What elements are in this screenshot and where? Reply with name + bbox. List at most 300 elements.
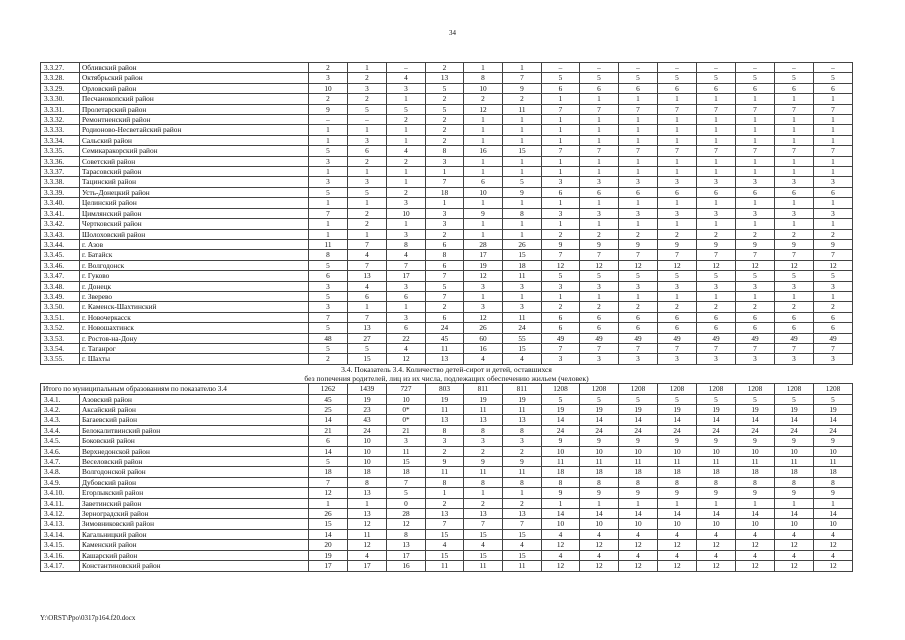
row-value: 2 (619, 302, 658, 312)
row-value: 11 (387, 446, 426, 456)
row-value: 3 (387, 436, 426, 446)
row-value: 1 (580, 125, 619, 135)
total-value: 1208 (736, 384, 775, 394)
row-value: 7 (542, 104, 580, 114)
row-value: 10 (814, 446, 853, 456)
row-value: 1 (580, 291, 619, 301)
row-code: 3.3.37. (41, 167, 80, 177)
row-value: 4 (619, 529, 658, 539)
row-value: 19 (503, 394, 542, 404)
row-value: 1 (464, 63, 503, 73)
row-value: 21 (309, 425, 348, 435)
row-value: 4 (503, 354, 542, 364)
row-value: 4 (775, 550, 814, 560)
row-value: 1 (814, 115, 853, 125)
row-value: 15 (387, 457, 426, 467)
row-value: 13 (348, 488, 387, 498)
section-title-line-2: без попечения родителей, лиц из их числа, подлежащих обеспечению жильем (человек) (304, 373, 589, 383)
row-value: 1 (542, 135, 580, 145)
row-code: 3.3.49. (41, 291, 80, 301)
row-value: 24 (542, 425, 580, 435)
row-value: 1 (580, 115, 619, 125)
row-value: 1 (464, 167, 503, 177)
row-value: 1 (503, 167, 542, 177)
row-value: 12 (542, 260, 580, 270)
row-value: 6 (658, 187, 697, 197)
row-name: Цимлянский район (80, 208, 309, 218)
row-value: 1 (697, 135, 736, 145)
row-value: 7 (348, 312, 387, 322)
row-value: 2 (426, 94, 464, 104)
row-value: 4 (658, 550, 697, 560)
row-value: 1 (775, 167, 814, 177)
row-value: 9 (503, 187, 542, 197)
row-value: 5 (736, 271, 775, 281)
row-value: 1 (697, 125, 736, 135)
row-value: 10 (348, 436, 387, 446)
row-value: 12 (736, 540, 775, 550)
row-name: Шолоховский район (80, 229, 309, 239)
row-value: 4 (775, 529, 814, 539)
row-value: 1 (658, 198, 697, 208)
row-value: 7 (736, 146, 775, 156)
row-value: 1 (426, 198, 464, 208)
table-row (41, 125, 853, 135)
row-value: 6 (814, 323, 853, 333)
row-code: 3.3.41. (41, 208, 80, 218)
row-value: 2 (348, 94, 387, 104)
row-value: 6 (309, 436, 348, 446)
row-value: 2 (426, 446, 464, 456)
row-value: 55 (503, 333, 542, 343)
row-value: 3 (619, 208, 658, 218)
row-value: 1 (814, 135, 853, 145)
row-code: 3.3.36. (41, 156, 80, 166)
row-value: 10 (619, 519, 658, 529)
table-row (41, 488, 853, 498)
row-value: 3 (426, 436, 464, 446)
row-value: 9 (426, 457, 464, 467)
row-code: 3.3.30. (41, 94, 80, 104)
row-value: 1 (503, 488, 542, 498)
row-value: 1 (348, 302, 387, 312)
row-value: 3 (503, 436, 542, 446)
row-value: 12 (348, 540, 387, 550)
row-value: 14 (619, 415, 658, 425)
row-value: 1 (697, 498, 736, 508)
row-value: 2 (697, 302, 736, 312)
row-value: 11 (503, 405, 542, 415)
row-value: 13 (464, 509, 503, 519)
row-code: 3.3.51. (41, 312, 80, 322)
row-value: 2 (503, 94, 542, 104)
row-value: 10 (697, 519, 736, 529)
row-value: 12 (464, 104, 503, 114)
footer-file-path: Y:\ORST\Ppo\0317p164.f20.docx (40, 614, 136, 622)
row-value: 11 (426, 467, 464, 477)
row-value: 12 (658, 260, 697, 270)
row-value: 6 (697, 312, 736, 322)
row-value: 3 (387, 198, 426, 208)
row-value: 14 (309, 446, 348, 456)
section-title-line-1: 3.4. Показатель 3.4. Количество детей-сирот и детей, оставшихся (341, 364, 552, 374)
row-value: 6 (736, 323, 775, 333)
row-value: 4 (348, 550, 387, 560)
row-value: 14 (814, 509, 853, 519)
row-value: 5 (775, 73, 814, 83)
row-value: 3 (542, 208, 580, 218)
row-value: 4 (348, 250, 387, 260)
row-value: 5 (697, 73, 736, 83)
row-name: г. Шахты (80, 354, 309, 364)
row-value: 3 (542, 281, 580, 291)
row-value: 1 (348, 63, 387, 73)
row-value: 18 (387, 467, 426, 477)
row-name: Аксайский район (80, 405, 309, 415)
row-value: 3 (658, 177, 697, 187)
row-value: 9 (775, 488, 814, 498)
row-name: г. Ростов-на-Дону (80, 333, 309, 343)
row-value: 7 (697, 146, 736, 156)
row-value: 1 (503, 63, 542, 73)
row-value: 2 (619, 229, 658, 239)
row-value: 49 (697, 333, 736, 343)
row-value: 1 (736, 135, 775, 145)
total-value: 1262 (309, 384, 348, 394)
row-value: 7 (387, 260, 426, 270)
row-value: 13 (426, 509, 464, 519)
row-value: 3 (814, 177, 853, 187)
row-value: 9 (658, 436, 697, 446)
row-value: 3 (426, 156, 464, 166)
row-value: 43 (348, 415, 387, 425)
row-value: 7 (348, 239, 387, 249)
row-value: 1 (348, 198, 387, 208)
row-value: 7 (775, 250, 814, 260)
row-value: 8 (464, 477, 503, 487)
row-value: 7 (542, 146, 580, 156)
table-row (41, 281, 853, 291)
row-value: 19 (542, 405, 580, 415)
row-value: 1 (736, 219, 775, 229)
row-value: 12 (658, 561, 697, 571)
row-value: 14 (542, 415, 580, 425)
row-value: 5 (814, 271, 853, 281)
row-value: 2 (736, 229, 775, 239)
row-value: 12 (658, 540, 697, 550)
row-value: 5 (309, 187, 348, 197)
row-value: 7 (814, 343, 853, 353)
row-value: 2 (775, 229, 814, 239)
row-value: 9 (775, 239, 814, 249)
row-value: 11 (464, 561, 503, 571)
row-value: 6 (736, 187, 775, 197)
row-value: 1 (464, 135, 503, 145)
row-value: 3 (619, 281, 658, 291)
row-value: 6 (580, 312, 619, 322)
row-value: 1 (580, 135, 619, 145)
row-value: 15 (503, 250, 542, 260)
row-value: 1 (348, 498, 387, 508)
row-value: 3 (309, 156, 348, 166)
row-value: 10 (464, 187, 503, 197)
row-value: 1 (387, 125, 426, 135)
row-value: 3 (580, 208, 619, 218)
row-value: 1 (775, 125, 814, 135)
row-value: 1 (814, 219, 853, 229)
row-value: 1 (387, 94, 426, 104)
row-value: 5 (309, 260, 348, 270)
row-name: Сальский район (80, 135, 309, 145)
row-value: 6 (542, 312, 580, 322)
row-value: 16 (464, 146, 503, 156)
row-value: 3 (580, 281, 619, 291)
row-value: 1 (503, 125, 542, 135)
row-value: 1 (580, 156, 619, 166)
row-value: 14 (697, 415, 736, 425)
row-value: 10 (542, 519, 580, 529)
row-name: Пролетарский район (80, 104, 309, 114)
row-value: 5 (658, 271, 697, 281)
row-value: 9 (697, 488, 736, 498)
row-code: 3.3.42. (41, 219, 80, 229)
row-value: 9 (775, 436, 814, 446)
row-value: 7 (658, 104, 697, 114)
row-value: 2 (580, 302, 619, 312)
row-value: 1 (775, 115, 814, 125)
row-value: 2 (464, 446, 503, 456)
row-value: 13 (348, 271, 387, 281)
row-code: 3.3.45. (41, 250, 80, 260)
row-value: 1 (619, 291, 658, 301)
row-value: 5 (619, 73, 658, 83)
row-value: 6 (542, 323, 580, 333)
row-value: 19 (348, 394, 387, 404)
row-value: 49 (736, 333, 775, 343)
row-value: 49 (658, 333, 697, 343)
row-code: 3.4.2. (41, 405, 80, 415)
row-value: 6 (697, 83, 736, 93)
row-code: 3.4.16. (41, 550, 80, 560)
row-value: 6 (814, 187, 853, 197)
row-value: 4 (736, 529, 775, 539)
table-row (41, 343, 853, 353)
row-value: 1 (503, 198, 542, 208)
row-value: 19 (580, 405, 619, 415)
table-row (41, 73, 853, 83)
row-value: 6 (426, 239, 464, 249)
row-value: 11 (503, 467, 542, 477)
row-value: 23 (348, 405, 387, 415)
row-value: 12 (464, 271, 503, 281)
row-name: Усть-Донецкий район (80, 187, 309, 197)
row-code: 3.3.40. (41, 198, 80, 208)
row-value: 6 (619, 323, 658, 333)
row-value: 2 (464, 94, 503, 104)
row-value: 9 (542, 436, 580, 446)
row-value: 3 (775, 354, 814, 364)
row-value: 6 (580, 187, 619, 197)
row-name: Веселовский район (80, 457, 309, 467)
row-value: 49 (542, 333, 580, 343)
row-value: 4 (658, 529, 697, 539)
row-value: 1 (697, 219, 736, 229)
row-value: 1 (464, 229, 503, 239)
row-value: 1 (542, 115, 580, 125)
row-value: 7 (387, 477, 426, 487)
row-value: 1 (580, 498, 619, 508)
row-code: 3.4.6. (41, 446, 80, 456)
row-value: 2 (426, 498, 464, 508)
row-value: 14 (580, 509, 619, 519)
row-value: 10 (736, 446, 775, 456)
row-code: 3.4.13. (41, 519, 80, 529)
total-row (41, 384, 853, 394)
row-value: 1 (387, 302, 426, 312)
total-value: 811 (464, 384, 503, 394)
row-value: 19 (619, 405, 658, 415)
row-value: 2 (348, 219, 387, 229)
row-value: 10 (348, 446, 387, 456)
row-value: 1 (580, 94, 619, 104)
table-row (41, 208, 853, 218)
row-value: 8 (426, 477, 464, 487)
row-value: 9 (814, 488, 853, 498)
row-code: 3.3.43. (41, 229, 80, 239)
row-value: 1 (736, 156, 775, 166)
row-value: 17 (309, 561, 348, 571)
row-value: 12 (697, 260, 736, 270)
row-value: 3 (658, 281, 697, 291)
table-row (41, 115, 853, 125)
row-code: 3.3.48. (41, 281, 80, 291)
row-value: 1 (426, 167, 464, 177)
row-name: г. Новошахтинск (80, 323, 309, 333)
section-header-row (41, 364, 853, 374)
row-value: 1 (580, 167, 619, 177)
row-value: 24 (658, 425, 697, 435)
row-value: 5 (309, 146, 348, 156)
row-value: – (736, 63, 775, 73)
table-row (41, 302, 853, 312)
table-row (41, 167, 853, 177)
row-name: г. Батайск (80, 250, 309, 260)
row-value: 4 (542, 529, 580, 539)
row-value: 15 (309, 519, 348, 529)
row-name: Песчанокопский район (80, 94, 309, 104)
row-value: 4 (503, 540, 542, 550)
row-value: 1 (309, 167, 348, 177)
row-value: 14 (814, 415, 853, 425)
row-value: 3 (697, 354, 736, 364)
row-value: 17 (464, 250, 503, 260)
row-value: 6 (309, 271, 348, 281)
row-value: 49 (580, 333, 619, 343)
row-value: 49 (814, 333, 853, 343)
row-value: 18 (426, 187, 464, 197)
row-code: 3.4.14. (41, 529, 80, 539)
row-value: 2 (775, 302, 814, 312)
row-value: – (697, 63, 736, 73)
row-value: 9 (309, 104, 348, 114)
row-value: 4 (814, 550, 853, 560)
row-value: 4 (619, 550, 658, 560)
row-value: 6 (619, 312, 658, 322)
row-value: 5 (348, 104, 387, 114)
row-value: 8 (542, 477, 580, 487)
total-row-label: Итого по муниципальным образованиям по показателю 3.4 (41, 384, 309, 394)
row-value: 1 (697, 94, 736, 104)
row-value: 8 (464, 73, 503, 83)
row-value: 12 (464, 312, 503, 322)
row-value: 1 (542, 198, 580, 208)
row-value: 48 (309, 333, 348, 343)
row-value: 3 (387, 83, 426, 93)
table-row (41, 519, 853, 529)
row-value: 3 (387, 312, 426, 322)
row-value: 7 (309, 208, 348, 218)
row-name: Егорлыкский район (80, 488, 309, 498)
row-value: 10 (697, 446, 736, 456)
row-value: 1 (309, 229, 348, 239)
row-value: 4 (464, 540, 503, 550)
row-value: – (542, 63, 580, 73)
row-code: 3.3.50. (41, 302, 80, 312)
row-code: 3.3.31. (41, 104, 80, 114)
row-value: 7 (426, 519, 464, 529)
row-value: 3 (426, 208, 464, 218)
row-value: 1 (775, 198, 814, 208)
row-value: 2 (309, 94, 348, 104)
row-value: 1 (736, 498, 775, 508)
row-value: 14 (542, 509, 580, 519)
row-name: Семикаракорский район (80, 146, 309, 156)
row-value: 5 (542, 394, 580, 404)
row-code: 3.4.15. (41, 540, 80, 550)
row-value: 28 (464, 239, 503, 249)
row-value: 1 (814, 94, 853, 104)
row-value: 1 (658, 498, 697, 508)
row-name: г. Азов (80, 239, 309, 249)
row-value: 5 (814, 394, 853, 404)
row-name: Константиновский район (80, 561, 309, 571)
row-value: 60 (464, 333, 503, 343)
row-value: 18 (619, 467, 658, 477)
row-value: 15 (426, 550, 464, 560)
row-value: 3 (580, 177, 619, 187)
row-value: 12 (542, 540, 580, 550)
row-value: 7 (580, 104, 619, 114)
row-name: Обливский район (80, 63, 309, 73)
row-value: 1 (619, 498, 658, 508)
row-value: 11 (426, 343, 464, 353)
row-value: – (814, 63, 853, 73)
row-value: 3 (775, 281, 814, 291)
row-value: 3 (814, 281, 853, 291)
row-value: 1 (658, 291, 697, 301)
row-value: 18 (658, 467, 697, 477)
row-value: 8 (775, 477, 814, 487)
row-value: 16 (387, 561, 426, 571)
row-value: 13 (387, 540, 426, 550)
row-value: 3 (464, 281, 503, 291)
row-value: 45 (309, 394, 348, 404)
row-value: 1 (775, 219, 814, 229)
row-value: 1 (464, 156, 503, 166)
row-value: 19 (736, 405, 775, 415)
row-value: 3 (697, 281, 736, 291)
table-row (41, 333, 853, 343)
